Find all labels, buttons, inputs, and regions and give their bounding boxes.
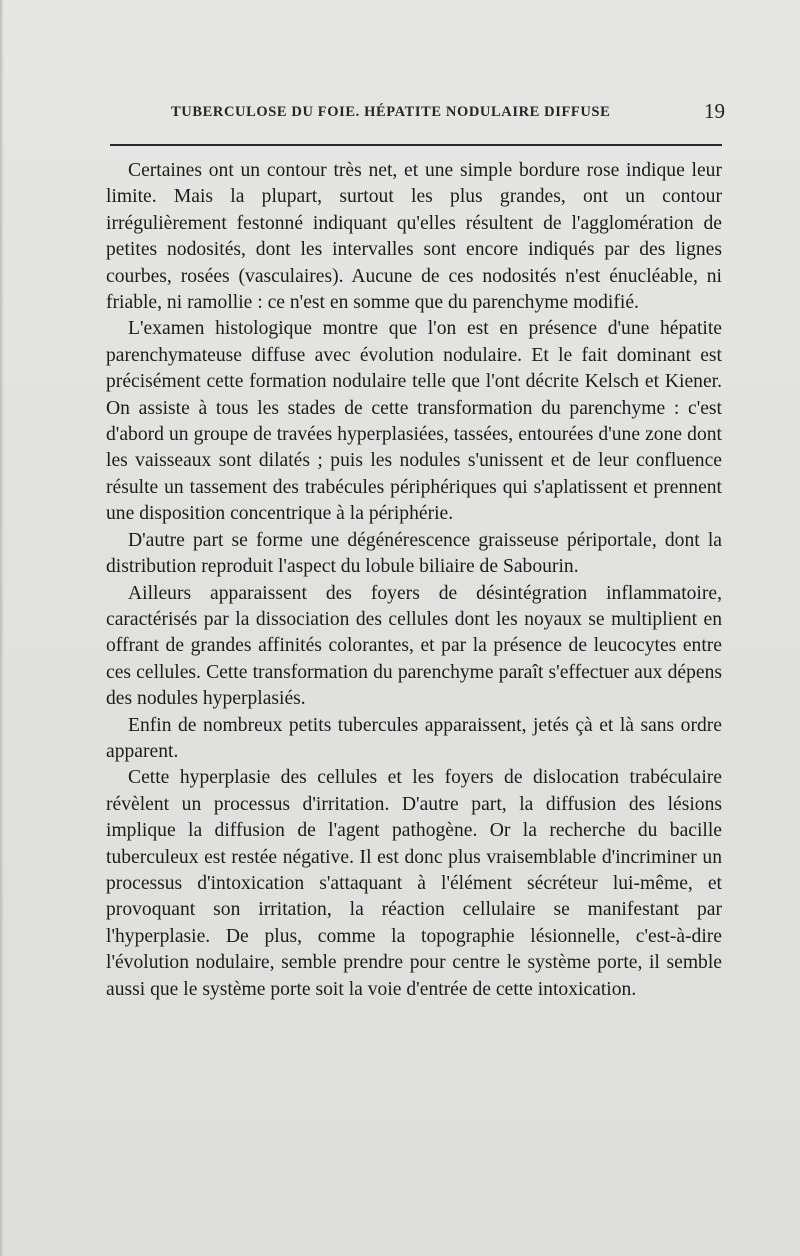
paragraph: Cette hyperplasie des cellules et les foyers de dislocation trabéculaire révèlent un processus d'irritation. D'autre part, la diffusion des lésions implique la diffusion de l'agent pathogène. Or la recherche du bacille tuberculeux est restée négative. Il est donc plus vraisemblable d'incriminer un processus d'intoxication s'attaquant à l'élément sécréteur lui-même, et provoquant son irritation, la réaction cellulaire se manifestant par l'hyperplasie. De plus, comme la topographie lésionnelle, c'est-à-dire l'évolution nodulaire, semble prendre pour centre le système porte, il semble aussi que le système porte soit la voie d'entrée de cette intoxication. <box>106 767 722 1000</box>
paragraph: Ailleurs apparaissent des foyers de désintégration inflammatoire, caractérisés par la dissociation des cellules dont les noyaux se multiplient en offrant de grandes affinités colorantes, et par la présence de leucocytes entre ces cellules. Cette transformation du parenchyme paraît s'effectuer aux dépens des nodules hyperplasiés. <box>106 582 722 710</box>
paragraph: Enfin de nombreux petits tubercules apparaissent, jetés çà et là sans ordre apparent. <box>106 714 722 762</box>
header-rule <box>110 144 722 146</box>
paragraph: D'autre part se forme une dégénérescence graisseuse périportale, dont la distribution reproduit l'aspect du lobule biliaire de Sabourin. <box>106 529 722 578</box>
running-head <box>105 98 727 128</box>
page-number: 19 <box>704 99 725 123</box>
scan-edge-shadow <box>0 0 4 1256</box>
paragraph: L'examen histologique montre que l'on est en présence d'une hépatite parenchymateuse diffuse avec évolution nodulaire. Et le fait dominant est précisément cette formation nodulaire telle que l'ont décrite Kelsch et Kiener. On assiste à tous les stades de cette transformation du parenchyme : c'est d'abord un groupe de travées hyperplasiées, tassées, entourées d'une zone dont les vaisseaux sont dilatés ; puis les nodules s'unissent et de leur confluence résulte un tassement des trabécules périphériques qui s'aplatissent et prennent une disposition concentrique à la périphérie. <box>106 318 722 525</box>
running-title: TUBERCULOSE DU FOIE. HÉPATITE NODULAIRE DIFFUSE <box>171 104 611 120</box>
paragraph: Certaines ont un contour très net, et une simple bordure rose indique leur limite. Mais la plupart, surtout les plus grandes, ont un contour irrégulièrement festonné indiquant qu'elles résultent de l'agglomération de petites nodosités, dont les intervalles sont encore indiqués par des lignes courbes, rosées (vasculaires). Aucune de ces nodosités n'est énucléable, ni friable, ni ramollie : ce n'est en somme que du parenchyme modifié. <box>106 160 722 314</box>
body-text <box>106 158 722 1003</box>
